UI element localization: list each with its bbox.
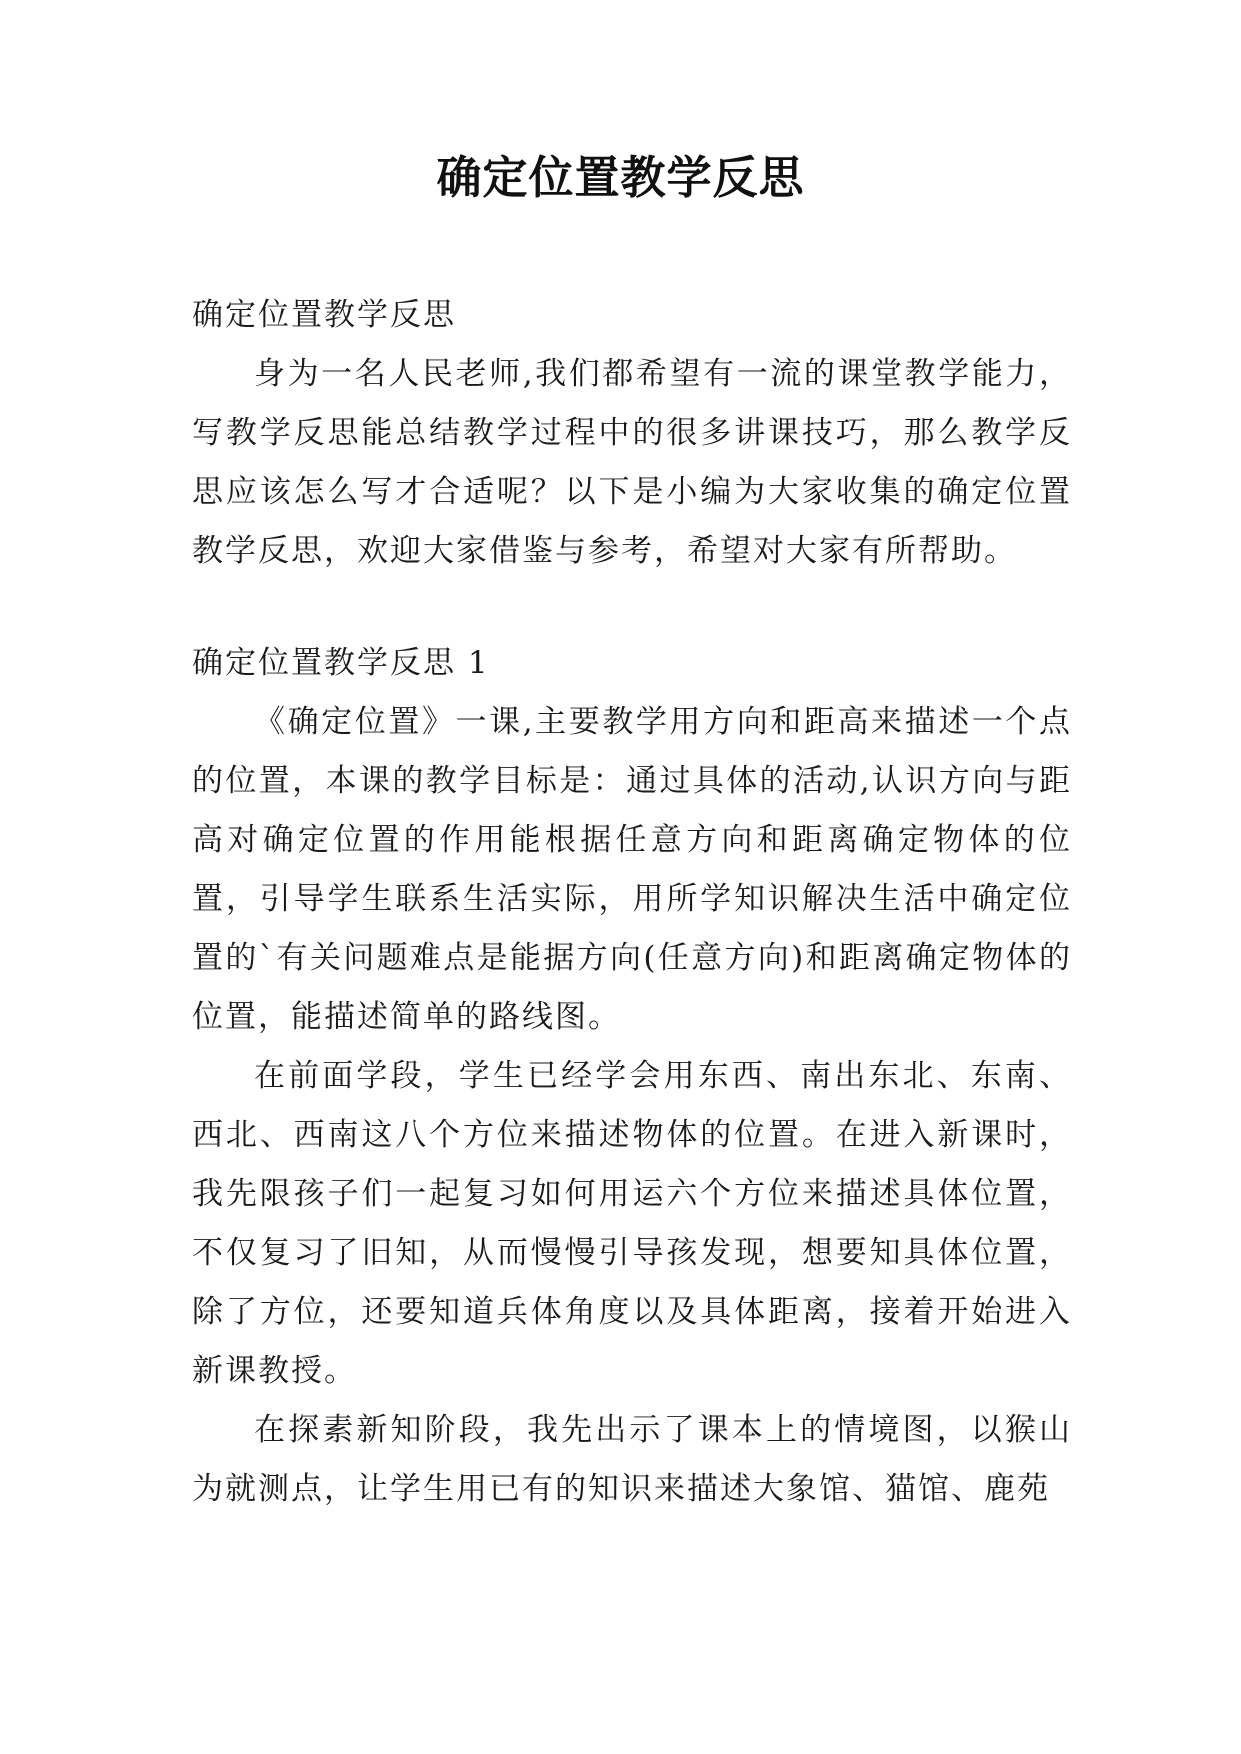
body-paragraph-3: 在探素新知阶段，我先出示了课本上的情境图，以猴山为就测点，让学生用已有的知识来描述大象馆、猫馆、鹿苑 [192,1412,1072,1507]
document-subtitle: 确定位置教学反思 [192,297,456,333]
section-heading: 确定位置教学反思 1 [192,645,490,681]
body-paragraph-2: 在前面学段，学生已经学会用东西、南出东北、东南、西北、西南这八个方位来描述物体的位置。在进入新课时，我先限孩子们一起复习如何用运六个方位来描述具体位置，不仅复习了旧知，从而慢慢引导孩发现，想要知具体位置，除了方位，还要知道兵体角度以及具体距离，接着开始进入新课教授。 [192,1058,1072,1389]
body-paragraph-1: 《确定位置》一课,主要教学用方向和距高来描述一个点的位置，本课的教学目标是：通过具体的活动,认识方向与距高对确定位置的作用能根据任意方向和距离确定物体的位置，引导学生联系生活实际，用所学知识解决生活中确定位置的`有关问题难点是能据方向(任意方向)和距离确定物体的位置，能描述简单的路线图。 [192,704,1072,1035]
intro-paragraph: 身为一名人民老师,我们都希望有一流的课堂教学能力，写教学反思能总结教学过程中的很多讲课技巧，那么教学反思应该怎么写才合适呢？以下是小编为大家收集的确定位置教学反思，欢迎大家借鉴与参考，希望对大家有所帮助。 [192,356,1072,569]
document-title: 确定位置教学反思 [436,151,805,204]
document-body [192,286,1072,1519]
